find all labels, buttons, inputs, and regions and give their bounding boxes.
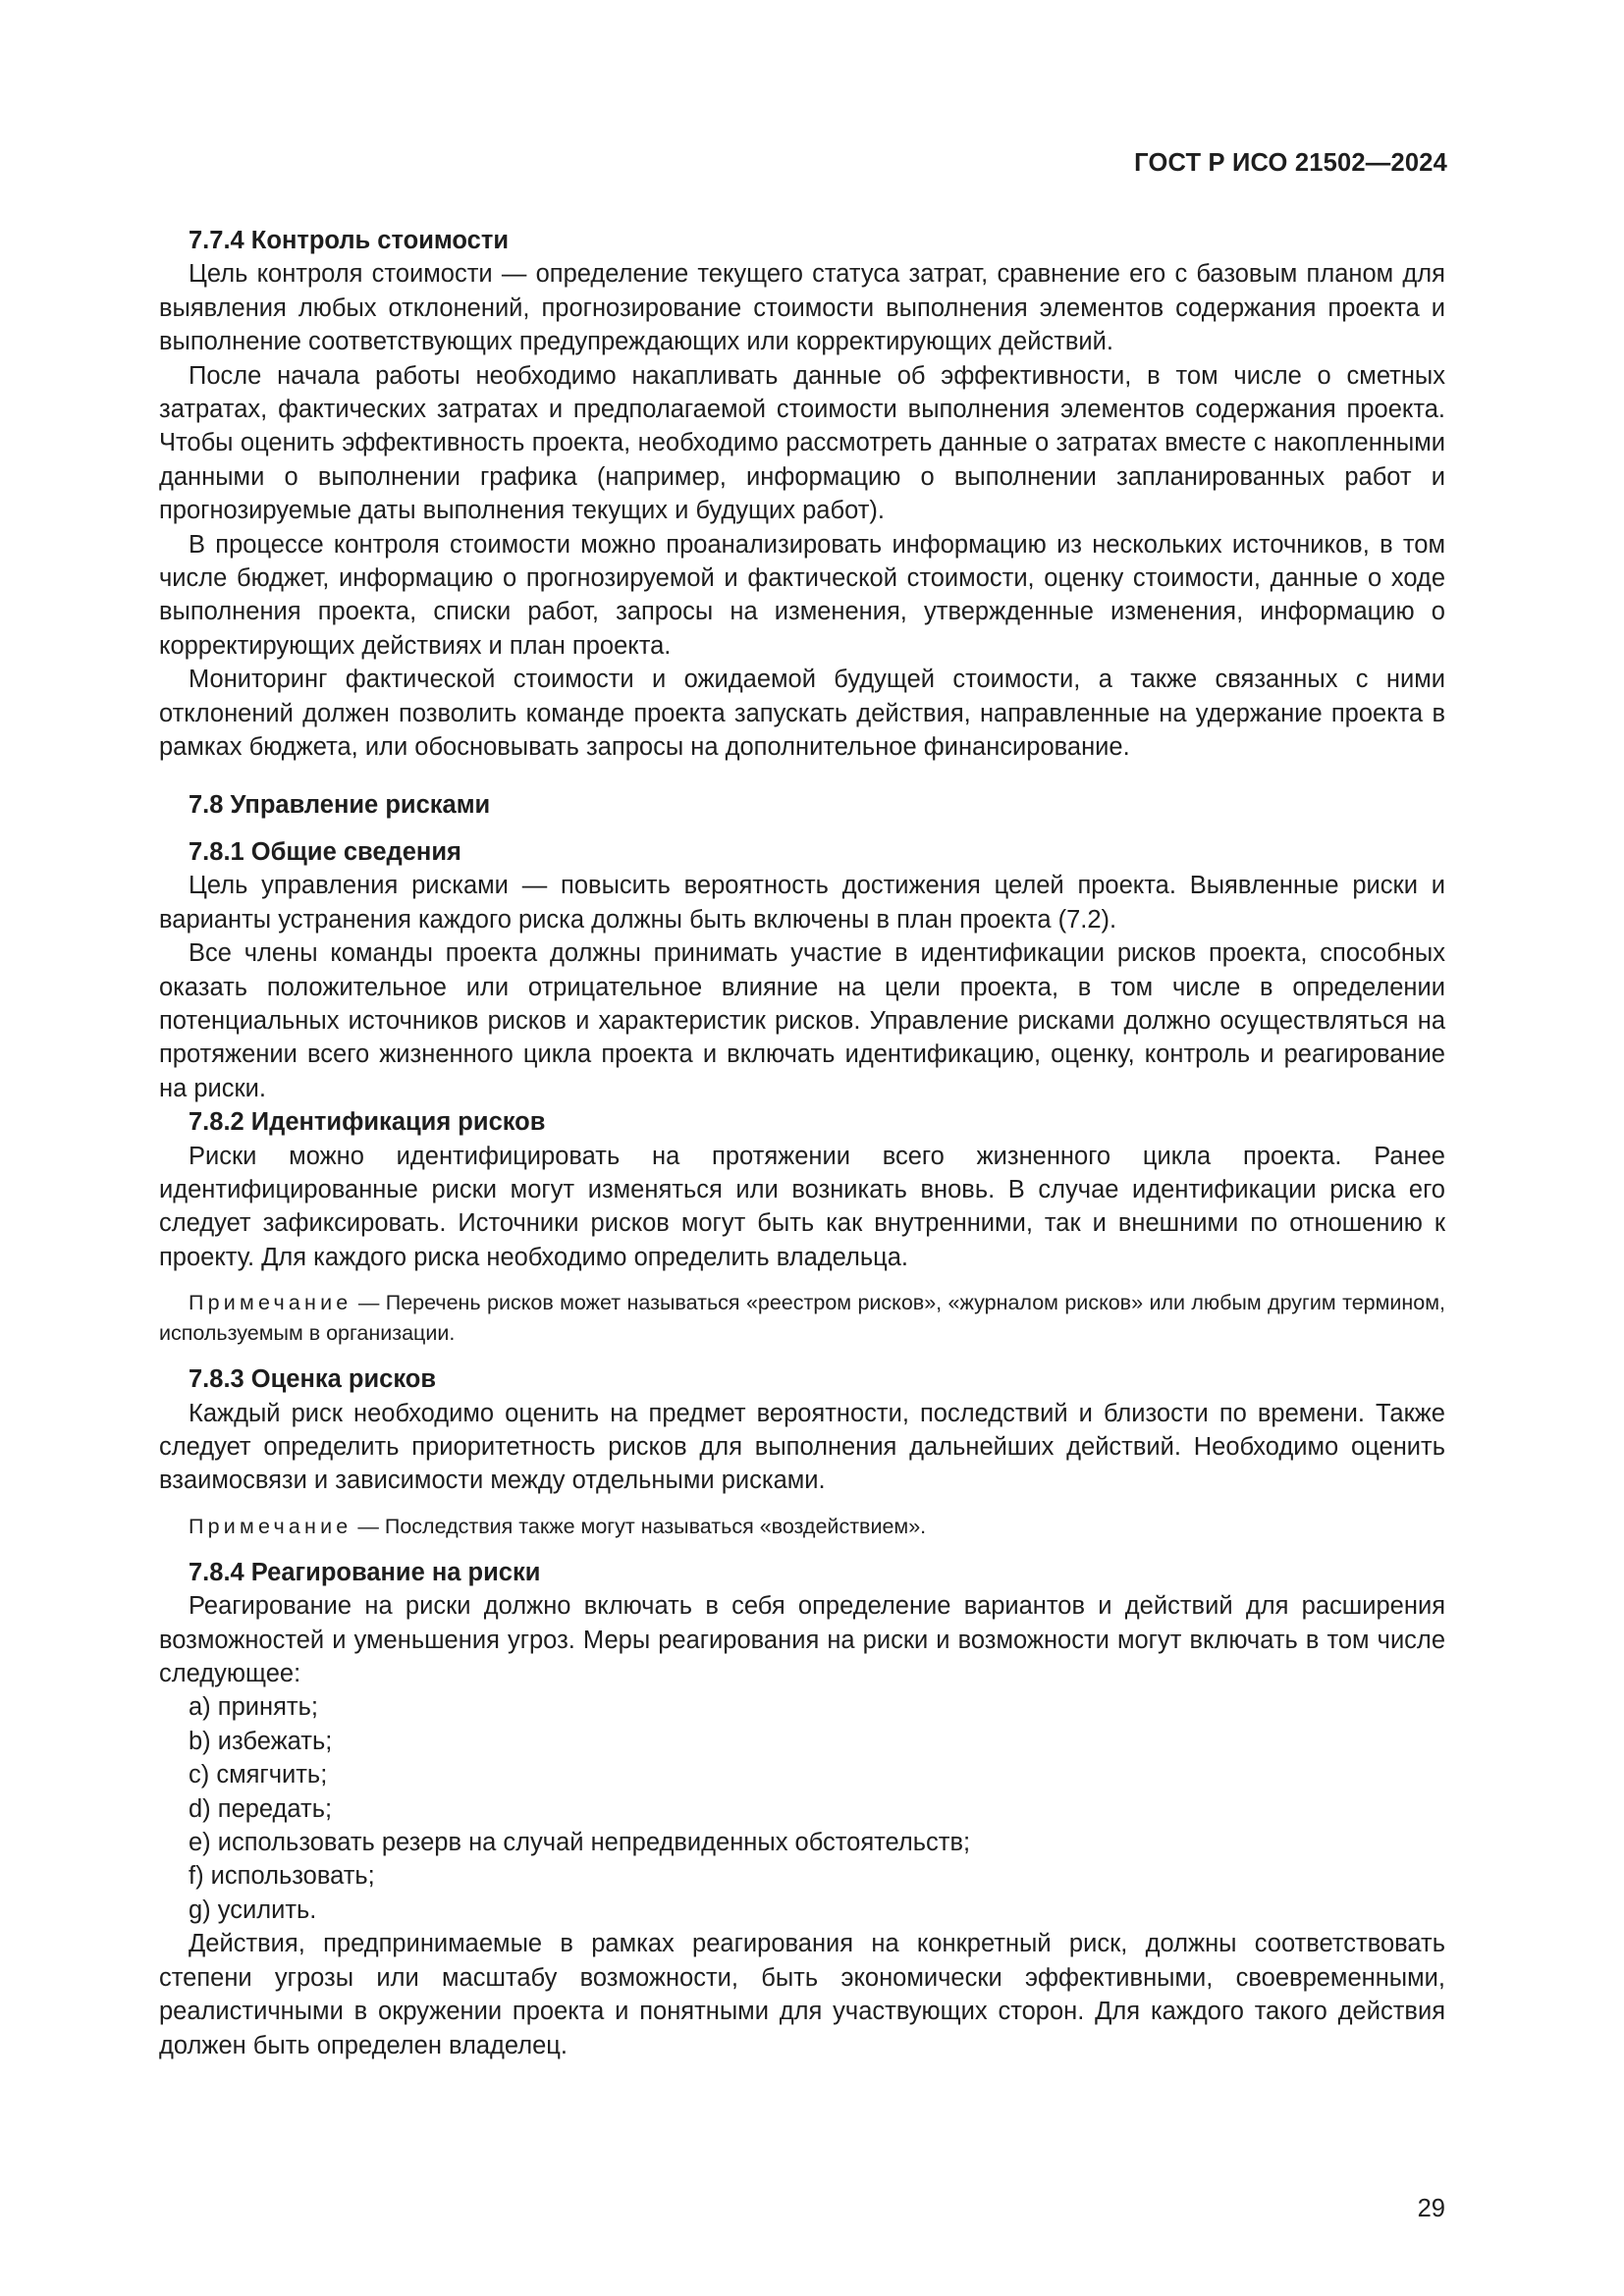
note-label: Примечание xyxy=(189,1291,352,1315)
paragraph: Мониторинг фактической стоимости и ожидаемой будущей стоимости, а также связанных с ними отклонений должен позволить команде проекта запускать действия, направленные на удержание проекта в рамках бюджета, или обосновывать запросы на дополнительное финансирование. xyxy=(159,666,1445,762)
paragraph: Цель управления рисками — повысить вероятность достижения целей проекта. Выявленные риски и варианты устранения каждого риска должны быть включены в план проекта (7.2). xyxy=(159,872,1445,934)
note xyxy=(159,1512,1445,1542)
heading-7-8-4: 7.8.4 Реагирование на риски xyxy=(189,1558,541,1586)
page-number: 29 xyxy=(1417,2195,1445,2222)
list-item: d) передать; xyxy=(189,1794,333,1823)
heading-7-7-4: 7.7.4 Контроль стоимости xyxy=(189,227,510,254)
document-header: ГОСТ Р ИСО 21502—2024 xyxy=(1134,149,1447,177)
list-item: c) смягчить; xyxy=(189,1761,328,1789)
paragraph: Действия, предпринимаемые в рамках реагирования на конкретный риск, должны соответствовать степени угрозы или масштабу возможности, быть экономически эффективными, своевременными, реалистичными в окружении проекта и понятными для участвующих сторон. Для каждого такого действия должен быть определен владелец. xyxy=(159,1930,1445,2059)
paragraph: После начала работы необходимо накапливать данные об эффективности, в том числе о сметных затратах, фактических затратах и предполагаемой стоимости выполнения элементов содержания проекта. Чтобы оценить эффективность проекта, необходимо рассмотреть данные о затратах вместе с накопленными данными о выполнении графика (например, информацию о выполнении запланированных работ и прогнозируемые даты выполнения текущих и будущих работ). xyxy=(159,361,1445,525)
heading-7-8: 7.8 Управление рисками xyxy=(189,790,491,819)
list-item: f) использовать; xyxy=(189,1862,375,1891)
list-item: a) принять; xyxy=(189,1693,318,1722)
heading-7-8-2: 7.8.2 Идентификация рисков xyxy=(189,1108,546,1137)
paragraph: Цель контроля стоимости — определение текущего статуса затрат, сравнение его с базовым планом для выявления любых отклонений, прогнозирование стоимости выполнения элементов содержания проекта и выполнение соответствующих предупреждающих или корректирующих действий. xyxy=(159,260,1445,356)
response-options-list xyxy=(159,1690,1445,1927)
paragraph: Реагирование на риски должно включать в себя определение вариантов и действий для расширения возможностей и уменьшения угроз. Меры реагирования на риски и возможности могут включать в том числе следующее: xyxy=(159,1592,1445,1688)
paragraph: Все члены команды проекта должны принимать участие в идентификации рисков проекта, способных оказать положительное или отрицательное влияние на цели проекта, в том числе в определении потенциальных источников рисков и характеристик рисков. Управление рисками должно осуществляться на протяжении всего жизненного цикла проекта и включать идентификацию, оценку, контроль и реагирование на риски. xyxy=(159,939,1445,1102)
document-body xyxy=(159,224,1445,2062)
paragraph: В процессе контроля стоимости можно проанализировать информацию из нескольких источников, в том числе бюджет, информацию о прогнозируемой и фактической стоимости, оценку стоимости, данные о ходе выполнения проекта, списки работ, запросы на изменения, утвержденные изменения, информацию о корректирующих действиях и план проекта. xyxy=(159,530,1445,660)
note-text: — Перечень рисков может называться «реестром рисков», «журналом рисков» или любым другим термином, используемым в организации. xyxy=(159,1291,1445,1346)
paragraph: Риски можно идентифицировать на протяжении всего жизненного цикла проекта. Ранее идентифицированные риски могут изменяться или возникать вновь. В случае идентификации риска его следует зафиксировать. Источники рисков могут быть как внутренними, так и внешними по отношению к проекту. Для каждого риска необходимо определить владельца. xyxy=(159,1142,1445,1271)
list-item: e) использовать резерв на случай непредвиденных обстоятельств; xyxy=(189,1829,971,1857)
note-label: Примечание xyxy=(189,1514,352,1538)
note xyxy=(159,1288,1445,1349)
list-item: b) избежать; xyxy=(189,1727,333,1755)
list-item: g) усилить. xyxy=(189,1896,317,1924)
paragraph: Каждый риск необходимо оценить на предмет вероятности, последствий и близости по времени. Также следует определить приоритетность рисков для выполнения дальнейших действий. Необходимо оценить взаимосвязи и зависимости между отдельными рисками. xyxy=(159,1399,1445,1495)
note-text: — Последствия также могут называться «воздействием». xyxy=(352,1514,927,1538)
heading-7-8-1: 7.8.1 Общие сведения xyxy=(189,837,461,866)
heading-7-8-3: 7.8.3 Оценка рисков xyxy=(189,1365,437,1394)
